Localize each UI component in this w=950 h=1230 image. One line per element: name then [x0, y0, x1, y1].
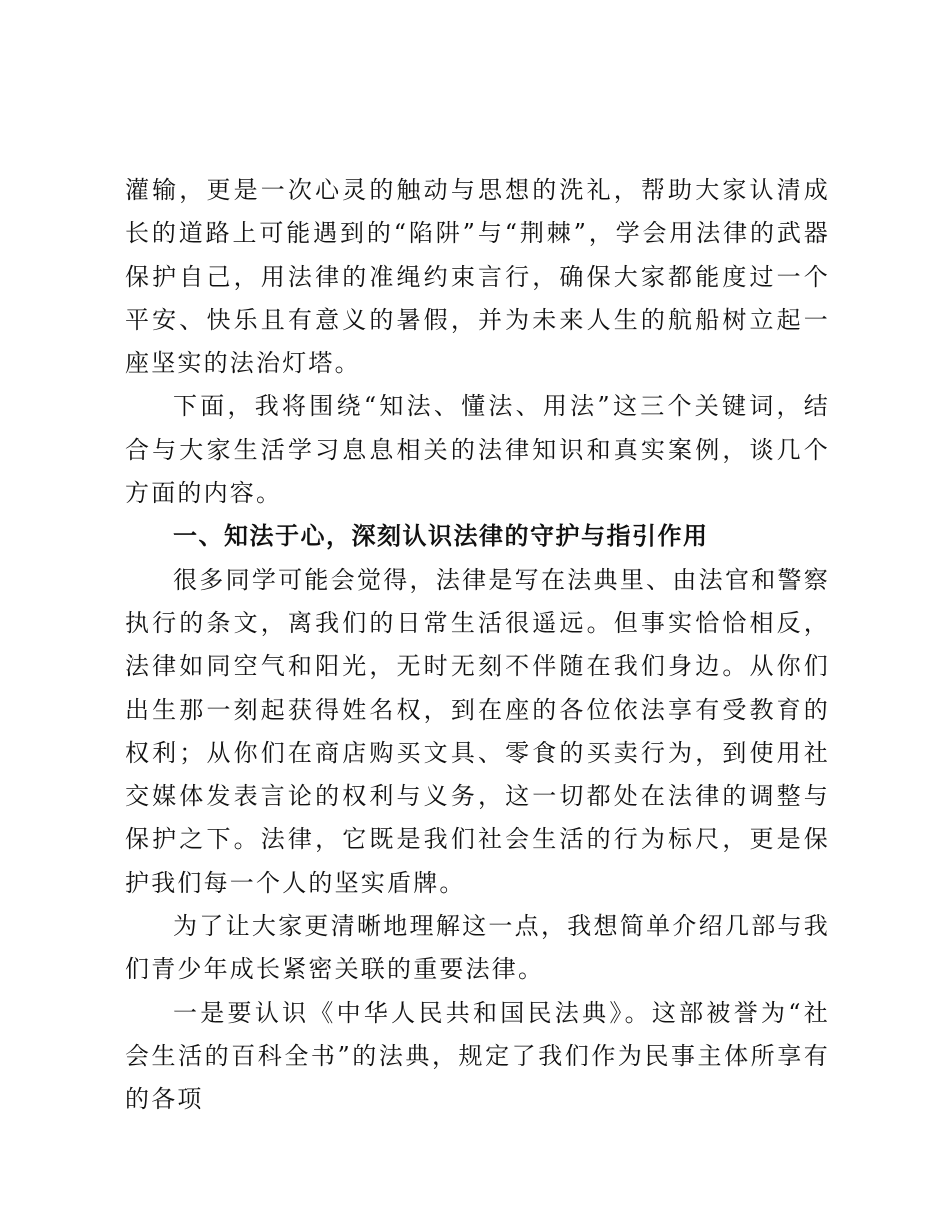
document-body [125, 169, 830, 1122]
paragraph-introduce-laws: 为了让大家更清晰地理解这一点，我想简单介绍几部与我们青少年成长紧密关联的重要法律。 [125, 912, 830, 984]
paragraph-outline: 下面，我将围绕“知法、懂法、用法”这三个关键词，结合与大家生活学习息息相关的法律知识和真实案例，谈几个方面的内容。 [125, 392, 830, 508]
paragraph-continued-intro: 灌输，更是一次心灵的触动与思想的洗礼，帮助大家认清成长的道路上可能遇到的“陷阱”与“荆棘”，学会用法律的武器保护自己，用法律的准绳约束言行，确保大家都能度过一个平安、快乐且有意义的暑假，并为未来人生的航船树立起一座坚实的法治灯塔。 [125, 176, 830, 378]
paragraph-law-around-us: 很多同学可能会觉得，法律是写在法典里、由法官和警察执行的条文，离我们的日常生活很遥远。但事实恰恰相反，法律如同空气和阳光，无时无刻不伴随在我们身边。从你们出生那一刻起获得姓名权，到在座的各位依法享有受教育的权利；从你们在商店购买文具、零食的买卖行为，到使用社交媒体发表言论的权利与义务，这一切都处在法律的调整与保护之下。法律，它既是我们社会生活的行为标尺，更是保护我们每一个人的坚实盾牌。 [125, 565, 830, 897]
paragraph-civil-code: 一是要认识《中华人民共和国民法典》。这部被誉为“社会生活的百科全书”的法典，规定了我们作为民事主体所享有的各项 [125, 998, 830, 1114]
section-heading-1: 一、知法于心，深刻认识法律的守护与指引作用 [173, 522, 709, 551]
